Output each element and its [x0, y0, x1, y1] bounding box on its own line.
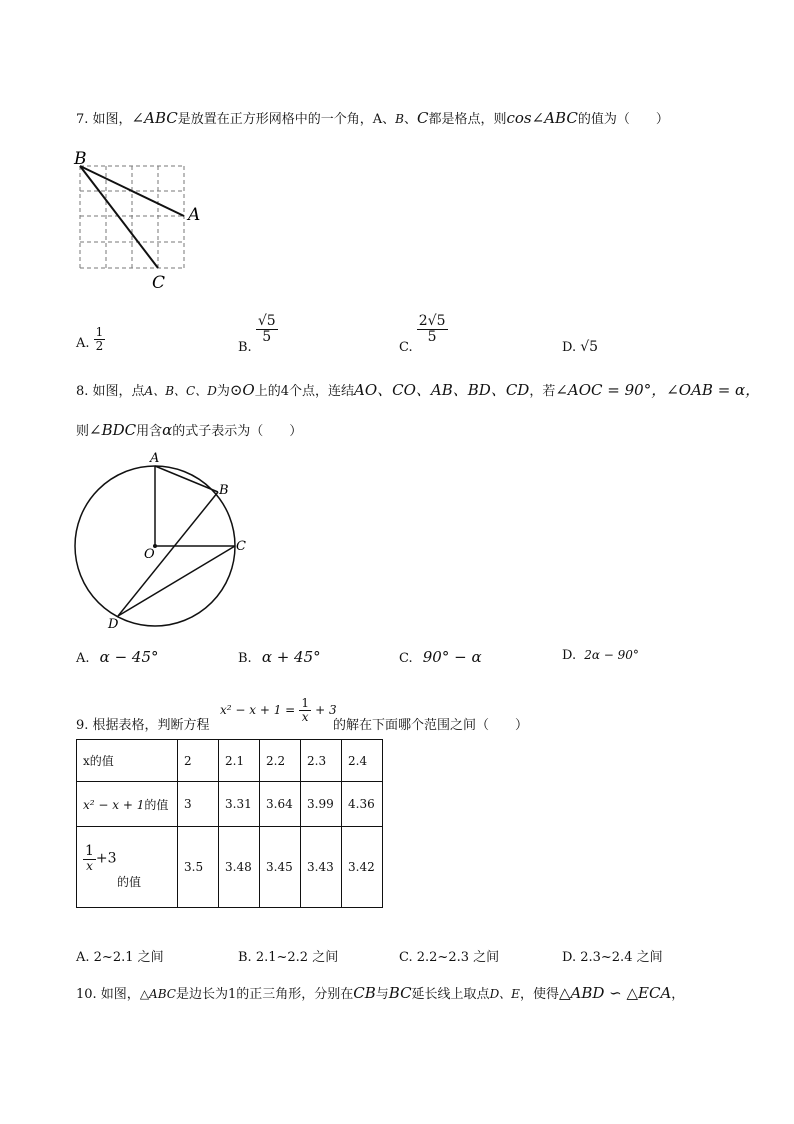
- table-cell: 2.4: [342, 740, 383, 782]
- q8-option-b-label: B.: [238, 651, 252, 666]
- q7-label-b: B: [74, 149, 87, 169]
- q7-grid-figure: [70, 148, 210, 290]
- q7-option-b-num: √5: [257, 313, 276, 329]
- q8-option-d-label: D.: [562, 648, 577, 663]
- q8-option-a-value: α − 45°: [99, 648, 159, 666]
- q8-label-c: C: [236, 539, 246, 554]
- q8-label-d: D: [108, 617, 119, 632]
- q7-segment-bc: [80, 166, 158, 268]
- q7-option-a-label: A.: [76, 336, 90, 352]
- table-row: [77, 740, 383, 782]
- table-row: [77, 782, 383, 827]
- q10-stem: [76, 983, 684, 1002]
- q8-option-a-label: A.: [76, 651, 90, 666]
- q10-one: 1: [227, 987, 237, 1002]
- table-cell: 2.1: [219, 740, 260, 782]
- q7-point-c: C: [417, 109, 429, 127]
- q7-option-b-label: B.: [238, 340, 252, 356]
- q7-text3: 的值为（ ）: [577, 112, 669, 127]
- q9-eq-tail: + 3: [315, 703, 337, 718]
- q8-line2-prefix: 则: [76, 424, 90, 439]
- q7-option-c[interactable]: [399, 313, 448, 356]
- table-cell: 3.43: [301, 827, 342, 908]
- q8-text2: 上的4个点，连结: [254, 384, 355, 399]
- q8-segment-bd: [118, 492, 218, 616]
- q7-stem: [76, 108, 669, 127]
- q7-option-c-den: 5: [427, 329, 437, 346]
- q7-cos: cos∠ABC: [506, 109, 578, 127]
- table-cell: 2: [178, 740, 219, 782]
- q9-option-a[interactable]: A. 2~2.1 之间: [76, 950, 164, 965]
- q9-eq-left: x² − x + 1 =: [220, 703, 296, 718]
- q7-sep1: 、: [382, 112, 396, 127]
- q8-option-c-value: 90° − α: [422, 648, 482, 666]
- q7-label-a: A: [188, 205, 201, 225]
- q8-condition: ∠AOC = 90°，∠OAB = α，: [555, 381, 761, 399]
- q7-label-c: C: [152, 273, 166, 290]
- q8-label-a: A: [150, 451, 160, 466]
- table-head-poly-suffix: 的值: [144, 797, 169, 812]
- q7-option-d-label: D.: [562, 340, 577, 355]
- table-cell: 2.3: [301, 740, 342, 782]
- q8-stem-line2: [76, 420, 302, 439]
- q7-option-b-den: 5: [262, 329, 272, 346]
- q8-prefix: 8. 如图，点: [76, 384, 145, 399]
- q10-text5: ，使得: [519, 987, 559, 1002]
- table-cell: 3.99: [301, 782, 342, 827]
- q7-point-b: B: [395, 112, 404, 126]
- q10-triangle: △ABC: [139, 987, 176, 1001]
- q7-option-a[interactable]: [76, 325, 105, 357]
- q7-option-d-value: √5: [580, 339, 599, 355]
- q10-similar: △ABD ∽ △ECA: [558, 984, 672, 1002]
- q8-text3: ，若: [529, 384, 556, 399]
- q10-bc: BC: [388, 984, 412, 1002]
- q9-option-d[interactable]: D. 2.3~2.4 之间: [562, 950, 663, 965]
- q7-option-c-frac: [417, 314, 448, 346]
- table-cell: 3.42: [342, 827, 383, 908]
- q9-eq-den: x: [301, 710, 309, 725]
- q7-sep2: 、: [403, 112, 417, 127]
- q10-de: D、E: [489, 987, 520, 1001]
- table-head-recip-frac: [83, 844, 96, 874]
- q8-option-d[interactable]: [562, 648, 639, 663]
- q8-option-b[interactable]: [238, 648, 321, 666]
- q8-points: A、B、C、D: [144, 384, 217, 398]
- q9-eq-num: 1: [301, 696, 309, 710]
- q8-segment-cd: [118, 546, 235, 616]
- q10-text6: ，: [671, 987, 685, 1002]
- q7-option-a-num: 1: [95, 325, 104, 339]
- table-cell: 3.45: [260, 827, 301, 908]
- table-head-poly-expr: x² − x + 1: [83, 797, 145, 812]
- table-head-recip: [77, 827, 178, 908]
- table-row: [77, 827, 383, 908]
- q7-point-a: A: [372, 112, 383, 127]
- q10-text2: 的正三角形，分别在: [236, 987, 354, 1002]
- table-head-recip-num: 1: [85, 842, 94, 859]
- q8-stem-line1: [76, 379, 760, 400]
- q7-option-b-frac: [256, 314, 278, 346]
- q10-text4: 延长线上取点: [411, 987, 490, 1002]
- table-head-recip-tail: +3: [95, 850, 117, 866]
- q7-option-b[interactable]: [238, 313, 278, 356]
- q8-text1: 为: [216, 384, 230, 399]
- q10-number: 10. 如图，: [76, 987, 140, 1002]
- q8-angle: ∠BDC: [89, 421, 137, 439]
- q7-option-a-frac: [94, 326, 106, 353]
- q8-label-b: B: [219, 483, 229, 498]
- q8-option-c-label: C.: [399, 651, 413, 666]
- q8-circle: ⊙O: [229, 381, 255, 399]
- table-cell: 4.36: [342, 782, 383, 827]
- q9-prefix: 9. 根据表格，判断方程: [76, 718, 210, 733]
- q7-text1: 是放置在正方形网格中的一个角，: [177, 112, 373, 127]
- table-cell: 3.48: [219, 827, 260, 908]
- q8-text5: 的式子表示为（ ）: [172, 424, 303, 439]
- q8-alpha: α: [162, 421, 173, 439]
- q9-suffix: 的解在下面哪个范围之间（ ）: [333, 718, 529, 733]
- q7-text2: 都是格点，则: [428, 112, 507, 127]
- q10-cb: CB: [353, 984, 376, 1002]
- table-cell: 2.2: [260, 740, 301, 782]
- table-head-x: x的值: [77, 740, 178, 782]
- q8-label-o: O: [144, 547, 155, 562]
- q8-segment-ab: [155, 466, 218, 492]
- q9-option-b[interactable]: B. 2.1~2.2 之间: [238, 950, 339, 965]
- q7-angle: ∠ABC: [131, 109, 178, 127]
- q7-option-c-num: 2√5: [418, 313, 446, 329]
- q9-eq-frac: [299, 697, 311, 724]
- q7-option-a-den: 2: [95, 339, 104, 354]
- q7-number: 7. 如图，: [76, 112, 132, 127]
- table-head-poly: [77, 782, 178, 827]
- q7-option-d[interactable]: [562, 339, 598, 355]
- q8-circle-figure: [70, 448, 260, 634]
- q8-option-c[interactable]: [399, 648, 482, 666]
- q9-equation: [220, 697, 337, 724]
- q9-value-table: [76, 739, 383, 908]
- q8-option-b-value: α + 45°: [261, 648, 321, 666]
- q8-segments: AO、CO、AB、BD、CD: [354, 381, 530, 399]
- q8-text4: 用含: [136, 424, 163, 439]
- q10-text3: 与: [375, 987, 389, 1002]
- table-head-recip-suffix: 的值: [117, 875, 142, 890]
- q7-option-c-label: C.: [399, 340, 413, 356]
- q10-text1: 是边长为: [175, 987, 228, 1002]
- table-head-recip-den: x: [86, 859, 93, 874]
- table-cell: 3.64: [260, 782, 301, 827]
- table-cell: 3: [178, 782, 219, 827]
- q8-option-d-value: 2α − 90°: [584, 648, 639, 662]
- table-cell: 3.5: [178, 827, 219, 908]
- q9-option-c[interactable]: C. 2.2~2.3 之间: [399, 950, 500, 965]
- table-cell: 3.31: [219, 782, 260, 827]
- q8-option-a[interactable]: [76, 648, 159, 666]
